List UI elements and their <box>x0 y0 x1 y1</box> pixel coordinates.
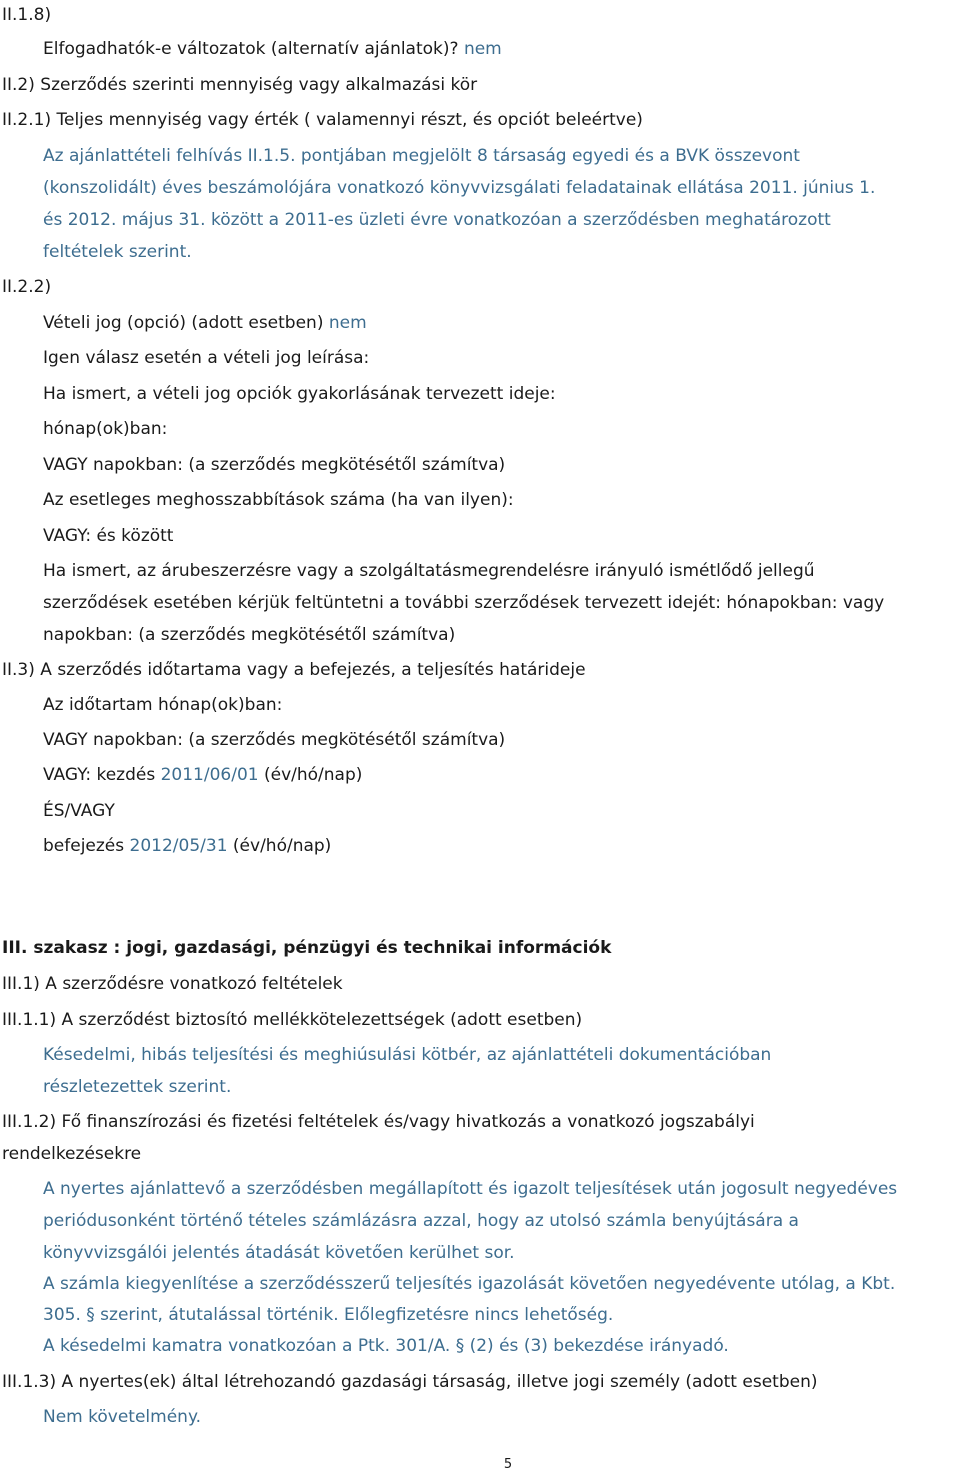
section-ii-1-8: II.1.8) <box>2 5 52 25</box>
section-ii-3-heading: II.3) A szerződés időtartama vagy a befejezés, a teljesítés határideje <box>2 660 586 680</box>
iii13-text: Nem követelmény. <box>43 1407 201 1427</box>
option-label: Vételi jog (opció) (adott esetben) <box>43 313 324 333</box>
and-or: ÉS/VAGY <box>43 801 115 821</box>
recurring-line: napokban: (a szerződés megkötésétől számítva) <box>43 625 456 645</box>
end-label: befejezés <box>43 836 125 856</box>
option-line <box>43 312 367 334</box>
ii21-text-line: Az ajánlattételi felhívás II.1.5. pontjában megjelölt 8 társaság egyedi és a BVK összevont <box>43 146 800 166</box>
section-ii-2-1-heading: II.2.1) Teljes mennyiség vagy érték ( valamennyi részt, és opciót beleértve) <box>2 110 643 130</box>
ii21-text-line: feltételek szerint. <box>43 242 192 262</box>
iii12-text-line: A számla kiegyenlítése a szerződésszerű teljesítés igazolását követően negyedévente utólag, a Kbt. <box>43 1274 896 1294</box>
iii11-text-line: Késedelmi, hibás teljesítési és meghiúsulási kötbér, az ajánlattételi dokumentációban <box>43 1045 772 1065</box>
duration-months: Az időtartam hónap(ok)ban: <box>43 695 283 715</box>
iii12-text-line: A nyertes ajánlattevő a szerződésben megállapított és igazolt teljesítések után jogosult negyedéves <box>43 1179 898 1199</box>
section-iii-heading: III. szakasz : jogi, gazdasági, pénzügyi és technikai információk <box>2 938 612 958</box>
option-months: hónap(ok)ban: <box>43 419 168 439</box>
ii21-text-line: (konszolidált) éves beszámolójára vonatkozó könyvvizsgálati feladatainak ellátása 2011. június 1. <box>43 178 876 198</box>
start-date: 2011/06/01 <box>160 765 259 785</box>
section-iii-1-2-heading: III.1.2) Fő finanszírozási és fizetési feltételek és/vagy hivatkozás a vonatkozó jogszabályi <box>2 1112 755 1132</box>
renewals: Az esetleges meghosszabbítások száma (ha van ilyen): <box>43 490 514 510</box>
section-iii-1-2-heading: rendelkezésekre <box>2 1144 142 1164</box>
duration-days: VAGY napokban: (a szerződés megkötésétől számítva) <box>43 730 506 750</box>
start-date-format: (év/hó/nap) <box>263 765 363 785</box>
variants-line <box>43 38 502 60</box>
iii12-text-line: A késedelmi kamatra vonatkozóan a Ptk. 301/A. § (2) és (3) bekezdése irányadó. <box>43 1336 729 1356</box>
page-number: 5 <box>503 1457 513 1472</box>
section-ii-2-2: II.2.2) <box>2 277 52 297</box>
section-iii-1-3-heading: III.1.3) A nyertes(ek) által létrehozandó gazdasági társaság, illetve jogi személy (adott esetben) <box>2 1372 818 1392</box>
section-iii-1-heading: III.1) A szerződésre vonatkozó feltételek <box>2 974 343 994</box>
start-line <box>43 764 362 786</box>
section-iii-1-1-heading: III.1.1) A szerződést biztosító mellékkötelezettségek (adott esetben) <box>2 1010 583 1030</box>
end-line <box>43 835 331 857</box>
option-value: nem <box>328 313 367 333</box>
option-time: Ha ismert, a vételi jog opciók gyakorlásának tervezett ideje: <box>43 384 556 404</box>
iii11-text-line: részletezettek szerint. <box>43 1077 232 1097</box>
iii12-text-line: 305. § szerint, átutalással történik. Előlegfizetésre nincs lehetőség. <box>43 1305 614 1325</box>
end-date-format: (év/hó/nap) <box>232 836 332 856</box>
or-between: VAGY: és között <box>43 526 174 546</box>
end-date: 2012/05/31 <box>129 836 228 856</box>
start-label: VAGY: kezdés <box>43 765 156 785</box>
iii12-text-line: könyvvizsgálói jelentés átadását követően kerülhet sor. <box>43 1243 515 1263</box>
variants-label: Elfogadhatók-e változatok (alternatív ajánlatok)? <box>43 39 459 59</box>
option-days: VAGY napokban: (a szerződés megkötésétől számítva) <box>43 455 506 475</box>
section-ii-2-heading: II.2) Szerződés szerinti mennyiség vagy alkalmazási kör <box>2 75 478 95</box>
option-description: Igen válasz esetén a vételi jog leírása: <box>43 348 370 368</box>
ii21-text-line: és 2012. május 31. között a 2011-es üzleti évre vonatkozóan a szerződésben meghatározott <box>43 210 831 230</box>
recurring-line: Ha ismert, az árubeszerzésre vagy a szolgáltatásmegrendelésre irányuló ismétlődő jellegű <box>43 561 815 581</box>
iii12-text-line: periódusonként történő tételes számlázásra azzal, hogy az utolsó számla benyújtására a <box>43 1211 799 1231</box>
variants-value: nem <box>463 39 502 59</box>
recurring-line: szerződések esetében kérjük feltüntetni a további szerződések tervezett idejét: hónapokban: vagy <box>43 593 885 613</box>
